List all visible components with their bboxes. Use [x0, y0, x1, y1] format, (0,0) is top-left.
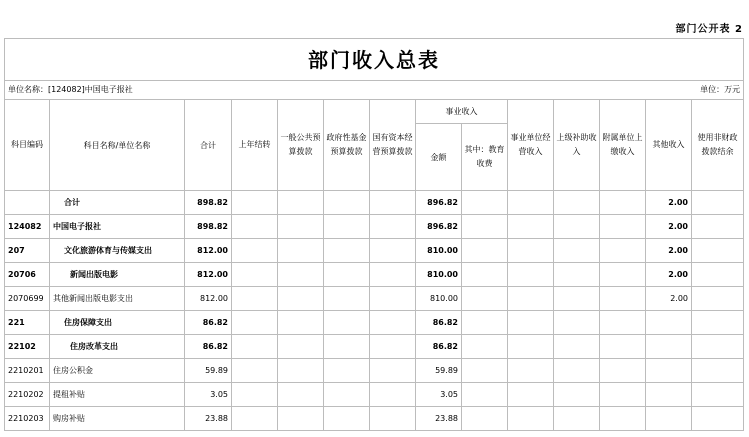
header-state-capital: 国有资本经营预算拨款	[370, 100, 416, 191]
header-career-amount: 金额	[416, 124, 462, 191]
table-row	[5, 239, 744, 263]
cell-total: 812.00	[185, 263, 232, 287]
header-other-income: 其他收入	[646, 100, 692, 191]
cell-total: 812.00	[185, 287, 232, 311]
cell-code	[5, 191, 50, 215]
cell-career-amount: 896.82	[416, 215, 462, 239]
cell-code: 20706	[5, 263, 50, 287]
header-affiliated-income: 附属单位上缴收入	[600, 100, 646, 191]
header-superior-subsidy: 上级补助收入	[554, 100, 600, 191]
cell-code: 22102	[5, 335, 50, 359]
cell-other-income: 2.00	[646, 215, 692, 239]
header-business-income: 事业单位经营收入	[508, 100, 554, 191]
cell-name: 文化旅游体育与传媒支出	[50, 239, 185, 263]
cell-name: 其他新闻出版电影支出	[50, 287, 185, 311]
header-gov-fund: 政府性基金预算拨款	[324, 100, 370, 191]
cell-name: 住房保障支出	[50, 311, 185, 335]
cell-name: 提租补贴	[50, 383, 185, 407]
cell-other-income	[646, 407, 692, 431]
header-career-income: 事业收入	[416, 100, 508, 124]
cell-code: 221	[5, 311, 50, 335]
form-number: 部门公开表 2	[675, 24, 743, 35]
header-total: 合计	[185, 100, 232, 191]
cell-other-income: 2.00	[646, 239, 692, 263]
cell-total: 898.82	[185, 215, 232, 239]
cell-other-income: 2.00	[646, 191, 692, 215]
unit-label: 单位：万元	[646, 81, 744, 100]
table-row	[5, 191, 744, 215]
cell-name: 合计	[50, 191, 185, 215]
cell-other-income	[646, 359, 692, 383]
income-table	[4, 38, 744, 431]
cell-name: 购房补贴	[50, 407, 185, 431]
table-row	[5, 263, 744, 287]
cell-other-income	[646, 335, 692, 359]
cell-career-amount: 810.00	[416, 287, 462, 311]
cell-career-amount: 3.05	[416, 383, 462, 407]
cell-name: 新闻出版电影	[50, 263, 185, 287]
table-row	[5, 335, 744, 359]
cell-other-income: 2.00	[646, 263, 692, 287]
cell-code: 2070699	[5, 287, 50, 311]
header-general-budget: 一般公共预算拨款	[278, 100, 324, 191]
table-row	[5, 383, 744, 407]
cell-other-income: 2.00	[646, 287, 692, 311]
cell-name: 住房改革支出	[50, 335, 185, 359]
cell-total: 898.82	[185, 191, 232, 215]
table-row	[5, 407, 744, 431]
cell-code: 2210201	[5, 359, 50, 383]
cell-other-income	[646, 311, 692, 335]
table-row	[5, 311, 744, 335]
cell-code: 2210202	[5, 383, 50, 407]
cell-total: 812.00	[185, 239, 232, 263]
table-row	[5, 215, 744, 239]
page-title: 部门收入总表	[5, 39, 744, 81]
cell-career-amount: 810.00	[416, 263, 462, 287]
cell-total: 59.89	[185, 359, 232, 383]
table-row	[5, 359, 744, 383]
cell-total: 86.82	[185, 311, 232, 335]
cell-code: 124082	[5, 215, 50, 239]
table-row	[5, 287, 744, 311]
cell-career-amount: 896.82	[416, 191, 462, 215]
cell-career-amount: 59.89	[416, 359, 462, 383]
cell-code: 2210203	[5, 407, 50, 431]
header-code: 科目编码	[5, 100, 50, 191]
header-career-edu: 其中：教育收费	[462, 124, 508, 191]
cell-name: 住房公积金	[50, 359, 185, 383]
cell-total: 86.82	[185, 335, 232, 359]
unit-name: 单位名称：[124082]中国电子报社	[5, 81, 646, 100]
cell-name: 中国电子报社	[50, 215, 185, 239]
header-carryover: 上年结转	[232, 100, 278, 191]
cell-total: 23.88	[185, 407, 232, 431]
cell-career-amount: 23.88	[416, 407, 462, 431]
header-non-fiscal: 使用非财政拨款结余	[692, 100, 744, 191]
cell-total: 3.05	[185, 383, 232, 407]
income-summary-sheet	[4, 38, 744, 431]
cell-career-amount: 86.82	[416, 335, 462, 359]
cell-other-income	[646, 383, 692, 407]
cell-career-amount: 810.00	[416, 239, 462, 263]
cell-code: 207	[5, 239, 50, 263]
cell-career-amount: 86.82	[416, 311, 462, 335]
header-name: 科目名称/单位名称	[50, 100, 185, 191]
